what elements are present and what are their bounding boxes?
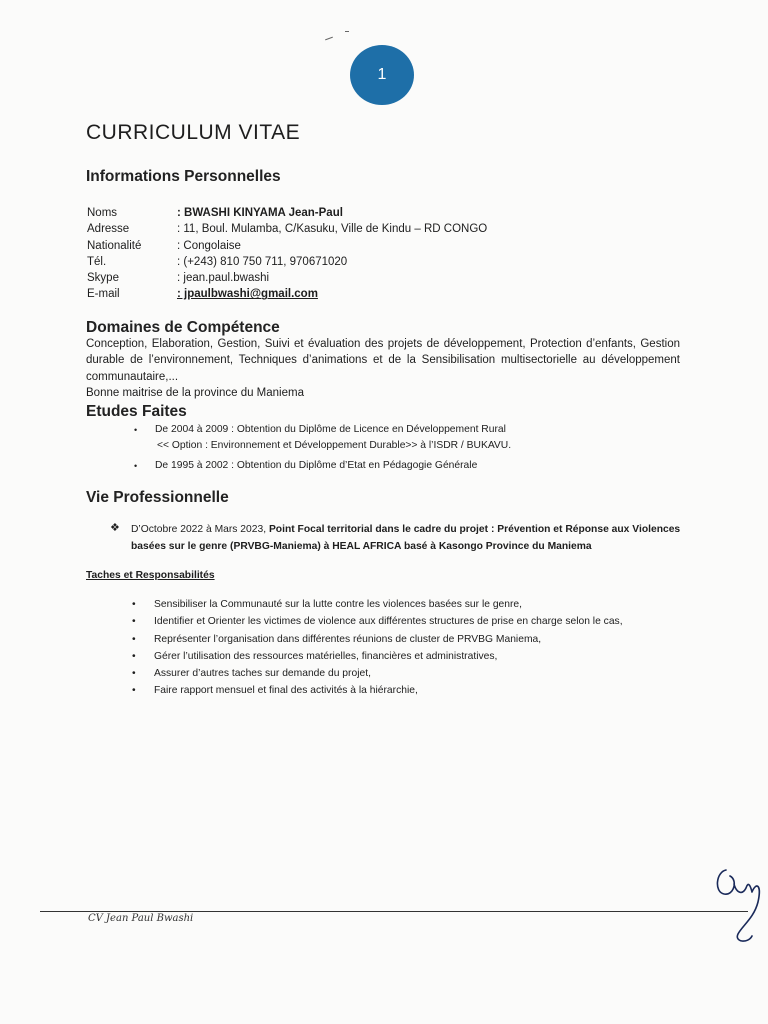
section-title-skills: Domaines de Compétence: [86, 319, 280, 336]
experience-role: Point Focal territorial dans le cadre du projet : Prévention et Réponse aux Violences basées sur le genre (PRVBG-Maniema) à HEAL AFRICA basé à Kasongo Province du Maniema: [131, 524, 681, 552]
skills-paragraph-2: Bonne maitrise de la province du Maniema: [86, 387, 304, 399]
info-label: Skype: [87, 272, 119, 285]
info-row-skype: [87, 270, 487, 286]
task-item: • Gérer l’utilisation des ressources matérielles, financières et administratives,: [132, 649, 682, 665]
scan-speck: [325, 37, 333, 41]
study-line: << Option : Environnement et Développement Durable>> à l’ISDR / BUKAVU.: [157, 440, 512, 451]
section-title-work: Vie Professionnelle: [86, 489, 229, 506]
info-row-noms: [87, 205, 487, 221]
info-row-tel: [87, 254, 487, 270]
info-value-phone: : (+243) 810 750 711, 970671020: [177, 255, 348, 268]
experience-period: D’Octobre 2022 à Mars 2023,: [131, 524, 269, 535]
info-label: Tél.: [87, 255, 107, 268]
experience-entry: [131, 521, 681, 555]
personal-info-list: [87, 205, 487, 303]
study-item: [155, 422, 511, 454]
info-value-address: : 11, Boul. Mulamba, C/Kasuku, Ville de Kindu – RD CONGO: [177, 223, 488, 236]
study-line: De 2004 à 2009 : Obtention du Diplôme de Licence en Développement Rural: [155, 424, 506, 435]
bullet-icon: •: [134, 461, 138, 471]
email-link[interactable]: : jpaulbwashi@gmail.com: [177, 288, 318, 301]
info-row-email: [87, 286, 487, 302]
info-label: Nationalité: [87, 239, 142, 252]
task-item: • Faire rapport mensuel et final des activités à la hiérarchie,: [132, 683, 682, 699]
task-item: • Assurer d’autres taches sur demande du projet,: [132, 666, 682, 682]
info-row-nationalite: [87, 238, 487, 254]
section-title-personal: Informations Personnelles: [86, 168, 281, 185]
bullet-icon: •: [134, 425, 138, 435]
scan-speck: [345, 31, 349, 32]
skills-paragraph: Conception, Elaboration, Gestion, Suivi et évaluation des projets de développement, Protection d’enfants, Gestion durable de l’environnement, Techniques d’animations et de la Sensibilisation multisectorielle au développement communautaire,...: [86, 338, 680, 383]
study-item: [155, 458, 477, 474]
footer-text: CV Jean Paul Bwashi: [88, 913, 194, 924]
info-label: E-mail: [87, 288, 120, 301]
task-item: • Sensibiliser la Communauté sur la lutte contre les violences basées sur le genre,: [132, 597, 682, 613]
info-row-adresse: [87, 221, 487, 237]
info-value-nationality: : Congolaise: [177, 239, 241, 252]
page-number: 1: [377, 66, 387, 83]
study-line: De 1995 à 2002 : Obtention du Diplôme d’Etat en Pédagogie Générale: [155, 460, 478, 471]
info-value-name: : BWASHI KINYAMA Jean-Paul: [177, 207, 343, 219]
page-number-badge: [350, 45, 414, 105]
info-label: Noms: [87, 207, 118, 219]
info-value-skype: : jean.paul.bwashi: [177, 272, 270, 285]
diamond-bullet-icon: ❖: [110, 522, 120, 534]
page-title: CURRICULUM VITAE: [86, 121, 301, 144]
task-item: • Représenter l’organisation dans différentes réunions de cluster de PRVBG Maniema,: [132, 632, 682, 648]
task-item: • Identifier et Orienter les victimes de violence aux différentes structures de prise en charge selon le cas,: [132, 614, 682, 630]
info-label: Adresse: [87, 223, 130, 236]
section-title-studies: Etudes Faites: [86, 403, 187, 420]
tasks-title: Taches et Responsabilités: [86, 570, 215, 581]
footer-divider: [40, 911, 748, 912]
tasks-list: [132, 597, 682, 701]
signature: [712, 862, 768, 946]
